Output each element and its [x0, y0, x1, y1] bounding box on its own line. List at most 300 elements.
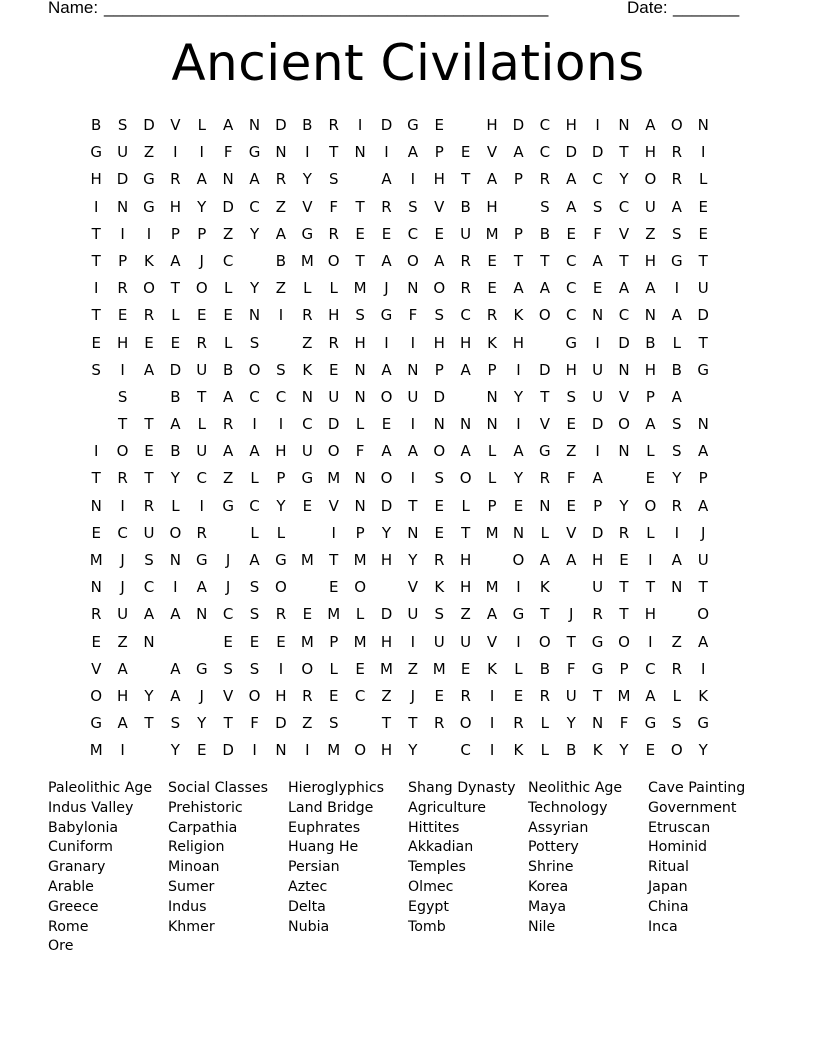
grid-cell[interactable]: R [196, 333, 207, 352]
grid-cell[interactable]: N [354, 143, 366, 162]
grid-cell[interactable]: A [170, 251, 181, 270]
grid-cell[interactable]: I [648, 551, 653, 569]
grid-cell[interactable]: C [222, 605, 234, 624]
grid-cell[interactable]: D [618, 333, 630, 352]
grid-cell[interactable]: O [670, 116, 683, 134]
grid-cell[interactable]: V [223, 686, 234, 705]
grid-cell[interactable]: T [329, 551, 339, 569]
grid-cell[interactable]: H [644, 360, 657, 379]
grid-cell[interactable]: O [380, 387, 393, 406]
grid-cell[interactable]: H [644, 251, 657, 270]
grid-cell[interactable]: J [225, 551, 231, 569]
grid-cell[interactable]: A [566, 551, 577, 569]
grid-cell[interactable]: N [354, 469, 366, 488]
grid-cell[interactable]: N [697, 415, 709, 434]
grid-cell[interactable]: A [249, 442, 260, 461]
grid-cell[interactable]: G [539, 442, 551, 461]
grid-cell[interactable]: U [592, 578, 604, 597]
grid-cell[interactable]: Z [143, 143, 155, 162]
grid-cell[interactable]: Y [144, 686, 154, 705]
grid-cell[interactable]: A [486, 170, 498, 189]
grid-cell[interactable]: L [223, 279, 233, 298]
grid-cell[interactable]: I [252, 741, 257, 760]
grid-cell[interactable]: I [120, 496, 125, 515]
grid-cell[interactable]: D [327, 415, 340, 434]
grid-cell[interactable]: V [407, 578, 419, 597]
grid-cell[interactable]: L [540, 523, 550, 542]
grid-cell[interactable]: Y [513, 387, 524, 406]
grid-cell[interactable]: U [460, 224, 472, 243]
grid-cell[interactable]: G [275, 551, 287, 569]
grid-cell[interactable]: S [672, 224, 682, 243]
grid-cell[interactable]: G [90, 714, 102, 733]
grid-cell[interactable] [215, 520, 241, 547]
grid-cell[interactable]: N [539, 496, 551, 515]
grid-cell[interactable]: U [460, 632, 472, 651]
grid-cell[interactable]: I [173, 578, 178, 597]
grid-cell[interactable]: E [91, 632, 101, 651]
grid-cell[interactable]: R [143, 496, 155, 515]
grid-cell[interactable]: A [170, 686, 181, 705]
grid-cell[interactable]: E [566, 415, 576, 434]
grid-cell[interactable]: S [249, 333, 260, 352]
grid-cell[interactable]: S [592, 197, 603, 216]
grid-cell[interactable]: Z [460, 605, 471, 624]
grid-cell[interactable]: O [301, 659, 314, 678]
grid-cell[interactable]: L [329, 659, 338, 678]
grid-cell[interactable]: K [144, 251, 154, 270]
grid-cell[interactable]: M [617, 686, 631, 705]
grid-cell[interactable]: V [618, 387, 630, 406]
grid-cell[interactable]: N [618, 442, 630, 461]
grid-cell[interactable]: T [698, 251, 708, 270]
grid-cell[interactable]: E [328, 578, 339, 597]
grid-cell[interactable]: M [300, 632, 314, 651]
grid-cell[interactable]: H [169, 197, 181, 216]
grid-cell[interactable]: T [645, 578, 655, 597]
grid-cell[interactable]: T [461, 523, 471, 542]
grid-cell[interactable]: A [671, 387, 682, 406]
grid-cell[interactable]: U [592, 387, 604, 406]
grid-cell[interactable]: E [91, 523, 101, 542]
grid-cell[interactable]: P [329, 632, 339, 651]
grid-cell[interactable]: U [328, 387, 340, 406]
grid-cell[interactable]: N [169, 551, 181, 569]
grid-cell[interactable] [532, 330, 558, 357]
grid-cell[interactable]: A [645, 415, 656, 434]
grid-cell[interactable]: E [223, 306, 233, 325]
grid-cell[interactable]: I [278, 306, 284, 325]
grid-cell[interactable]: M [485, 224, 499, 243]
grid-cell[interactable]: T [355, 251, 365, 270]
grid-cell[interactable]: Y [513, 469, 524, 488]
grid-cell[interactable] [452, 112, 478, 139]
grid-cell[interactable]: N [90, 496, 102, 515]
grid-cell[interactable]: S [170, 714, 181, 733]
grid-cell[interactable]: A [592, 469, 603, 488]
grid-cell[interactable]: M [353, 551, 367, 569]
grid-cell[interactable]: J [120, 578, 125, 597]
grid-cell[interactable]: R [513, 714, 524, 733]
grid-cell[interactable]: I [648, 632, 653, 651]
grid-cell[interactable]: L [487, 442, 497, 461]
grid-cell[interactable]: A [143, 360, 155, 379]
grid-cell[interactable]: S [249, 605, 260, 624]
grid-cell[interactable]: A [381, 360, 392, 379]
grid-cell[interactable]: I [674, 279, 679, 298]
grid-cell[interactable]: E [328, 686, 339, 705]
grid-cell[interactable]: B [645, 333, 656, 352]
grid-cell[interactable]: B [566, 741, 577, 760]
grid-cell[interactable]: C [143, 578, 155, 597]
grid-cell[interactable]: N [618, 116, 630, 134]
grid-cell[interactable]: M [485, 523, 499, 542]
grid-cell[interactable]: M [432, 659, 446, 678]
grid-cell[interactable]: E [197, 306, 207, 325]
grid-cell[interactable]: M [353, 632, 367, 651]
grid-cell[interactable]: F [566, 469, 576, 488]
grid-cell[interactable]: O [644, 170, 657, 189]
grid-cell[interactable]: O [512, 551, 525, 569]
grid-cell[interactable]: V [328, 496, 339, 515]
grid-cell[interactable]: G [195, 659, 208, 678]
grid-cell[interactable]: O [169, 523, 182, 542]
grid-cell[interactable]: I [516, 632, 521, 651]
grid-cell[interactable]: D [591, 143, 604, 162]
grid-cell[interactable]: N [486, 387, 498, 406]
grid-cell[interactable]: G [670, 251, 683, 270]
grid-cell[interactable]: K [513, 306, 524, 325]
grid-cell[interactable]: E [170, 333, 181, 352]
grid-cell[interactable]: A [223, 442, 234, 461]
grid-cell[interactable]: O [380, 469, 393, 488]
grid-cell[interactable]: U [407, 387, 419, 406]
grid-cell[interactable]: I [146, 224, 152, 243]
grid-cell[interactable]: D [222, 197, 234, 216]
grid-cell[interactable]: S [434, 605, 445, 624]
grid-cell[interactable]: L [699, 170, 708, 189]
grid-cell[interactable]: Y [619, 170, 629, 189]
grid-cell[interactable]: G [301, 469, 314, 488]
grid-cell[interactable]: N [143, 632, 155, 651]
grid-cell[interactable]: I [674, 523, 679, 542]
grid-cell[interactable] [241, 248, 267, 275]
grid-cell[interactable]: V [539, 415, 550, 434]
grid-cell[interactable]: E [460, 143, 471, 162]
grid-cell[interactable]: G [195, 551, 208, 569]
grid-cell[interactable]: G [697, 360, 709, 379]
grid-cell[interactable]: B [223, 360, 234, 379]
grid-cell[interactable]: A [566, 197, 577, 216]
grid-cell[interactable]: C [539, 116, 551, 134]
grid-cell[interactable]: E [698, 224, 708, 243]
grid-cell[interactable]: T [513, 251, 524, 270]
grid-cell[interactable]: Y [197, 197, 207, 216]
grid-cell[interactable]: R [460, 251, 471, 270]
grid-cell[interactable]: B [170, 387, 181, 406]
grid-cell[interactable]: U [117, 143, 129, 162]
grid-cell[interactable]: Z [671, 632, 682, 651]
grid-cell[interactable]: Z [275, 279, 287, 298]
grid-cell[interactable]: A [645, 116, 656, 134]
grid-cell[interactable]: P [355, 523, 365, 542]
grid-cell[interactable] [664, 601, 690, 628]
grid-cell[interactable]: N [354, 360, 366, 379]
grid-cell[interactable]: H [433, 170, 445, 189]
grid-cell[interactable]: P [118, 251, 128, 270]
grid-cell[interactable]: D [143, 116, 155, 134]
grid-cell[interactable]: E [645, 469, 656, 488]
grid-cell[interactable]: R [539, 170, 551, 189]
grid-cell[interactable]: I [120, 224, 125, 243]
grid-cell[interactable]: E [566, 224, 576, 243]
grid-cell[interactable]: I [173, 143, 178, 162]
grid-cell[interactable]: S [540, 197, 550, 216]
grid-cell[interactable]: T [91, 469, 101, 488]
grid-cell[interactable]: E [513, 686, 524, 705]
grid-cell[interactable]: A [460, 360, 471, 379]
grid-cell[interactable]: E [434, 224, 445, 243]
grid-cell[interactable]: V [486, 143, 498, 162]
grid-cell[interactable] [505, 194, 531, 221]
grid-cell[interactable]: D [275, 714, 287, 733]
grid-cell[interactable]: H [512, 333, 525, 352]
grid-cell[interactable]: D [539, 360, 551, 379]
grid-cell[interactable]: H [380, 632, 393, 651]
grid-cell[interactable]: K [698, 686, 709, 705]
grid-cell[interactable] [347, 166, 373, 193]
grid-cell[interactable]: P [513, 224, 523, 243]
grid-cell[interactable]: Z [117, 632, 128, 651]
grid-cell[interactable]: E [434, 496, 445, 515]
grid-cell[interactable]: A [381, 170, 392, 189]
grid-cell[interactable]: O [670, 741, 683, 760]
grid-cell[interactable]: U [301, 442, 313, 461]
grid-cell[interactable]: H [90, 170, 102, 189]
grid-cell[interactable]: U [697, 279, 709, 298]
grid-cell[interactable]: E [302, 605, 313, 624]
grid-cell[interactable]: V [91, 659, 102, 678]
grid-cell[interactable] [83, 384, 109, 411]
grid-cell[interactable]: J [384, 279, 389, 298]
grid-cell[interactable]: I [278, 415, 284, 434]
grid-cell[interactable]: A [196, 170, 207, 189]
grid-cell[interactable]: L [540, 714, 550, 733]
grid-cell[interactable]: J [700, 523, 706, 542]
grid-cell[interactable]: I [410, 333, 416, 352]
grid-cell[interactable]: V [566, 523, 577, 542]
grid-cell[interactable]: M [327, 469, 341, 488]
grid-cell[interactable]: M [353, 279, 367, 298]
grid-cell[interactable]: O [618, 415, 630, 434]
grid-cell[interactable]: O [406, 251, 419, 270]
grid-cell[interactable]: H [460, 551, 472, 569]
grid-cell[interactable]: O [618, 632, 630, 651]
grid-cell[interactable]: H [116, 686, 129, 705]
grid-cell[interactable]: F [593, 224, 602, 243]
grid-cell[interactable]: D [591, 523, 604, 542]
grid-cell[interactable]: B [302, 116, 313, 134]
grid-cell[interactable]: A [539, 551, 550, 569]
grid-cell[interactable]: O [327, 442, 340, 461]
grid-cell[interactable]: U [644, 197, 656, 216]
grid-cell[interactable]: K [513, 741, 524, 760]
grid-cell[interactable]: E [698, 197, 708, 216]
grid-cell[interactable]: G [248, 143, 261, 162]
grid-cell[interactable]: S [223, 659, 233, 678]
grid-cell[interactable]: L [355, 415, 365, 434]
grid-cell[interactable]: R [302, 306, 313, 325]
grid-cell[interactable]: F [250, 714, 259, 733]
grid-cell[interactable]: Z [645, 224, 656, 243]
grid-cell[interactable]: T [355, 197, 365, 216]
grid-cell[interactable]: O [275, 578, 287, 597]
grid-cell[interactable]: D [380, 496, 393, 515]
grid-cell[interactable]: I [516, 415, 521, 434]
grid-cell[interactable]: T [144, 469, 154, 488]
grid-cell[interactable]: T [540, 387, 550, 406]
grid-cell[interactable]: I [384, 333, 389, 352]
grid-cell[interactable]: G [380, 306, 393, 325]
grid-cell[interactable]: Z [407, 659, 419, 678]
grid-cell[interactable]: O [433, 442, 446, 461]
grid-cell[interactable]: U [565, 686, 577, 705]
grid-cell[interactable]: M [89, 551, 103, 569]
grid-cell[interactable]: R [671, 170, 682, 189]
grid-cell[interactable]: I [252, 415, 257, 434]
grid-cell[interactable]: A [275, 224, 287, 243]
grid-cell[interactable]: G [90, 143, 102, 162]
grid-cell[interactable]: H [380, 741, 393, 760]
grid-cell[interactable]: D [565, 143, 577, 162]
grid-cell[interactable]: P [698, 469, 708, 488]
grid-cell[interactable]: E [223, 632, 233, 651]
grid-cell[interactable]: N [275, 143, 287, 162]
grid-cell[interactable] [83, 411, 109, 438]
grid-cell[interactable]: P [619, 659, 629, 678]
grid-cell[interactable]: I [93, 442, 99, 461]
grid-cell[interactable]: A [671, 197, 682, 216]
grid-cell[interactable]: N [512, 523, 525, 542]
grid-cell[interactable]: R [539, 469, 551, 488]
grid-cell[interactable]: Y [197, 714, 207, 733]
grid-cell[interactable]: S [672, 415, 682, 434]
grid-cell[interactable]: E [434, 116, 445, 134]
grid-cell[interactable]: S [672, 442, 682, 461]
grid-cell[interactable]: A [170, 605, 181, 624]
grid-cell[interactable]: L [329, 279, 338, 298]
grid-cell[interactable]: T [408, 714, 418, 733]
grid-cell[interactable]: I [489, 714, 495, 733]
grid-cell[interactable]: Z [566, 442, 577, 461]
grid-cell[interactable]: J [199, 686, 204, 705]
grid-cell[interactable]: E [197, 741, 207, 760]
grid-cell[interactable]: A [671, 551, 682, 569]
grid-cell[interactable]: P [487, 496, 497, 515]
grid-cell[interactable]: C [460, 741, 471, 760]
grid-cell[interactable]: A [407, 442, 419, 461]
grid-cell[interactable]: H [565, 116, 577, 134]
grid-cell[interactable]: T [619, 251, 629, 270]
grid-cell[interactable]: Z [381, 686, 392, 705]
grid-cell[interactable] [426, 737, 452, 764]
grid-cell[interactable]: L [646, 442, 655, 461]
grid-cell[interactable]: O [538, 306, 551, 325]
grid-cell[interactable]: I [410, 469, 416, 488]
grid-cell[interactable]: N [644, 306, 657, 325]
grid-cell[interactable]: C [539, 143, 551, 162]
grid-cell[interactable]: I [516, 360, 521, 379]
grid-cell[interactable]: M [89, 741, 103, 760]
grid-cell[interactable]: U [117, 605, 129, 624]
grid-cell[interactable]: E [566, 496, 576, 515]
grid-cell[interactable]: N [354, 496, 366, 515]
grid-cell[interactable]: C [592, 170, 603, 189]
grid-cell[interactable]: E [619, 551, 629, 569]
grid-cell[interactable]: A [645, 279, 656, 298]
grid-cell[interactable] [294, 520, 320, 547]
grid-cell[interactable]: I [410, 170, 416, 189]
grid-cell[interactable]: H [433, 333, 445, 352]
grid-cell[interactable]: A [592, 251, 603, 270]
grid-cell[interactable]: R [671, 143, 682, 162]
grid-cell[interactable]: L [250, 469, 259, 488]
grid-cell[interactable]: U [407, 605, 419, 624]
grid-cell[interactable]: I [357, 116, 363, 134]
grid-cell[interactable]: E [487, 279, 497, 298]
grid-cell[interactable]: C [275, 387, 287, 406]
grid-cell[interactable]: A [381, 251, 392, 270]
grid-cell[interactable]: F [329, 197, 339, 216]
grid-cell[interactable]: U [196, 442, 208, 461]
grid-cell[interactable]: H [275, 686, 287, 705]
grid-cell[interactable]: R [592, 605, 603, 624]
grid-cell[interactable]: E [249, 632, 260, 651]
grid-cell[interactable]: D [591, 415, 604, 434]
grid-cell[interactable]: A [434, 251, 445, 270]
grid-cell[interactable]: I [199, 496, 204, 515]
grid-cell[interactable]: G [512, 605, 525, 624]
grid-cell[interactable]: R [618, 523, 630, 542]
grid-cell[interactable]: N [407, 523, 419, 542]
grid-cell[interactable]: E [487, 251, 497, 270]
grid-cell[interactable]: H [644, 143, 657, 162]
grid-cell[interactable]: B [539, 659, 550, 678]
grid-cell[interactable]: C [249, 496, 260, 515]
grid-cell[interactable]: L [672, 686, 681, 705]
grid-cell[interactable]: O [248, 360, 261, 379]
grid-cell[interactable] [611, 465, 637, 492]
grid-cell[interactable]: L [487, 469, 497, 488]
grid-cell[interactable]: D [116, 170, 129, 189]
grid-cell[interactable]: C [618, 306, 630, 325]
grid-cell[interactable]: H [460, 333, 472, 352]
grid-cell[interactable]: D [275, 116, 287, 134]
grid-cell[interactable]: N [433, 415, 445, 434]
grid-cell[interactable]: E [460, 659, 471, 678]
grid-cell[interactable]: G [565, 333, 578, 352]
name-field[interactable]: _______________________________________________ [104, 0, 549, 17]
grid-cell[interactable]: G [591, 659, 604, 678]
grid-cell[interactable]: C [117, 523, 128, 542]
grid-cell[interactable]: B [671, 360, 682, 379]
grid-cell[interactable]: E [91, 333, 101, 352]
grid-cell[interactable]: A [223, 387, 234, 406]
grid-cell[interactable]: T [329, 143, 339, 162]
grid-cell[interactable] [136, 656, 162, 683]
grid-cell[interactable]: E [276, 632, 286, 651]
grid-cell[interactable]: A [513, 279, 524, 298]
